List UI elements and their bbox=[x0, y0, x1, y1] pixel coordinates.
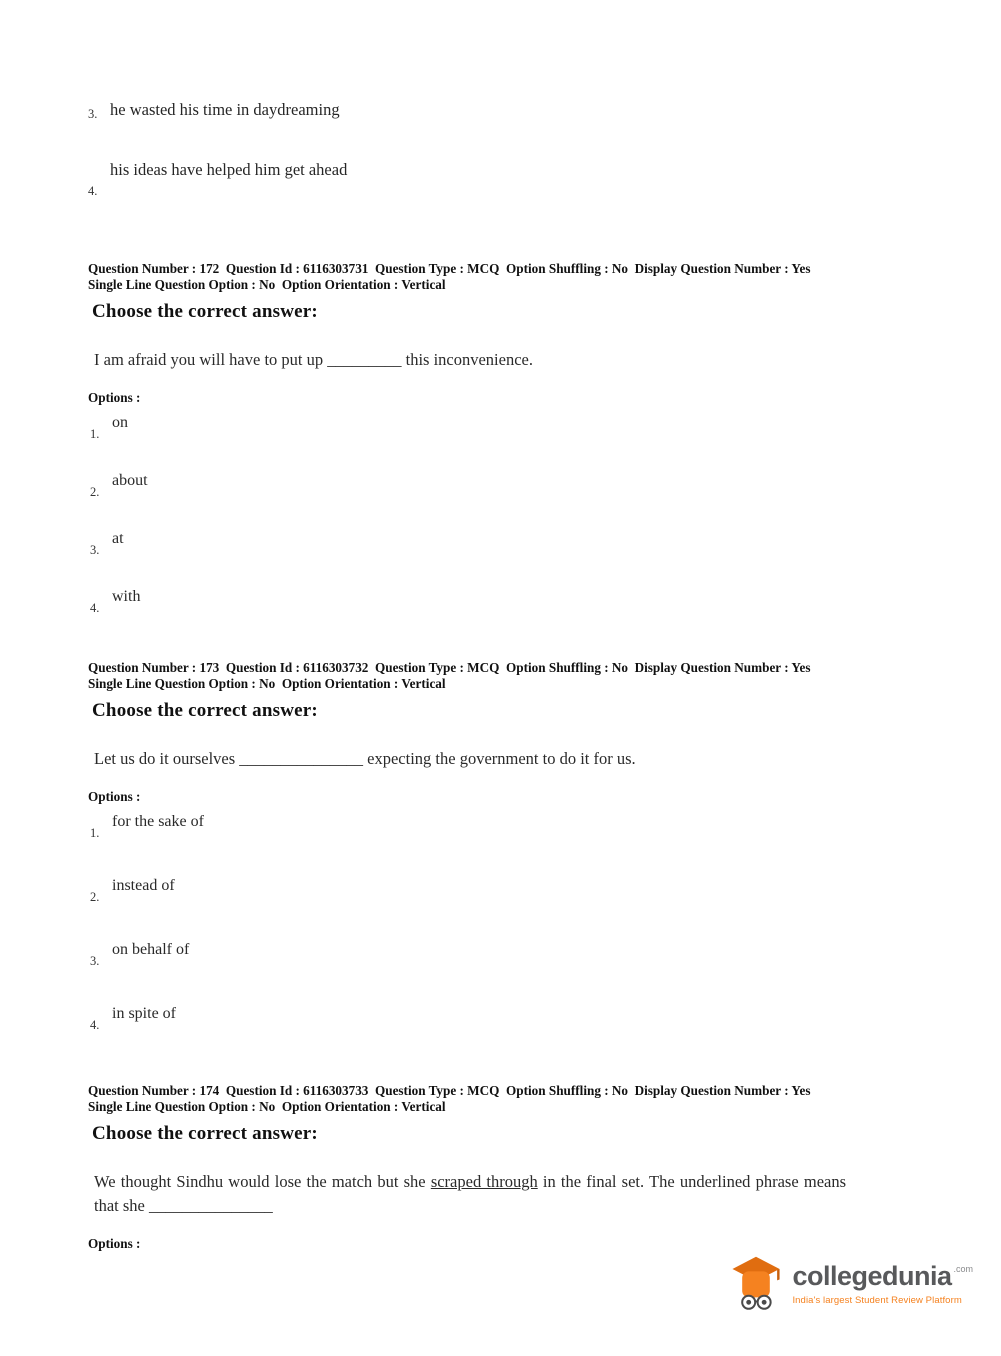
option-number: 3. bbox=[88, 107, 98, 121]
question-block-174 bbox=[88, 1083, 913, 1252]
question-text bbox=[94, 1170, 846, 1218]
option-number: 3. bbox=[90, 543, 100, 557]
options-label: Options : bbox=[88, 789, 141, 804]
option-text: on behalf of bbox=[112, 941, 190, 958]
graduation-cap-mascot-icon bbox=[730, 1254, 782, 1318]
brand-text-block bbox=[792, 1254, 973, 1306]
option-number: 4. bbox=[90, 601, 100, 615]
question-text-underlined: scraped through bbox=[430, 1172, 538, 1191]
question-text-before: We thought Sindhu would lose the match but she bbox=[94, 1172, 431, 1191]
option-number: 4. bbox=[88, 184, 98, 198]
option-text: at bbox=[112, 530, 124, 547]
option-text: for the sake of bbox=[112, 813, 204, 830]
previous-question-option bbox=[88, 100, 913, 136]
option-text: about bbox=[112, 472, 148, 489]
option-text: with bbox=[112, 588, 141, 605]
question-block-173 bbox=[88, 660, 913, 1037]
option-text: his ideas have helped him get ahead bbox=[110, 160, 348, 179]
question-text: I am afraid you will have to put up _________ this inconvenience. bbox=[94, 350, 533, 369]
mcq-option bbox=[88, 1005, 913, 1037]
question-meta-line-2: Single Line Question Option : No Option Orientation : Vertical bbox=[88, 276, 446, 292]
mcq-option bbox=[88, 877, 913, 909]
mcq-option bbox=[88, 472, 913, 504]
options-label: Options : bbox=[88, 390, 141, 405]
question-meta-line-2: Single Line Question Option : No Option Orientation : Vertical bbox=[88, 675, 446, 691]
option-number: 3. bbox=[90, 954, 100, 968]
question-meta-line-1: Question Number : 173 Question Id : 6116303732 Question Type : MCQ Option Shuffling : No Display Question Number : Yes bbox=[88, 660, 811, 675]
option-number: 2. bbox=[90, 485, 100, 499]
brand-tagline: India's largest Student Review Platform bbox=[792, 1295, 962, 1306]
options-label: Options : bbox=[88, 1236, 141, 1251]
mcq-option bbox=[88, 941, 913, 973]
mcq-option bbox=[88, 414, 913, 446]
question-meta-line-1: Question Number : 172 Question Id : 6116303731 Question Type : MCQ Option Shuffling : No Display Question Number : Yes bbox=[88, 261, 811, 276]
collegedunia-logo bbox=[730, 1254, 973, 1318]
mcq-option bbox=[88, 530, 913, 562]
option-number: 1. bbox=[90, 826, 100, 840]
mcq-option bbox=[88, 813, 913, 845]
option-text: instead of bbox=[112, 877, 175, 894]
brand-suffix: .com bbox=[953, 1264, 973, 1274]
option-number: 4. bbox=[90, 1018, 100, 1032]
question-heading: Choose the correct answer: bbox=[92, 1123, 318, 1144]
option-text: on bbox=[112, 414, 128, 431]
brand-line bbox=[792, 1262, 973, 1290]
option-text: he wasted his time in daydreaming bbox=[110, 100, 340, 119]
question-text-after: in the final set. The underlined phrase means that she _______________ bbox=[94, 1172, 847, 1215]
previous-question-option bbox=[88, 160, 913, 206]
option-number: 1. bbox=[90, 427, 100, 441]
question-meta-line-2: Single Line Question Option : No Option Orientation : Vertical bbox=[88, 1098, 446, 1114]
question-block-172 bbox=[88, 261, 913, 620]
question-heading: Choose the correct answer: bbox=[92, 700, 318, 721]
brand-name: collegedunia bbox=[792, 1261, 952, 1291]
mcq-option bbox=[88, 588, 913, 620]
question-heading: Choose the correct answer: bbox=[92, 301, 318, 322]
option-number: 2. bbox=[90, 890, 100, 904]
question-text: Let us do it ourselves _______________ expecting the government to do it for us. bbox=[94, 749, 636, 768]
option-text: in spite of bbox=[112, 1005, 176, 1022]
question-meta-line-1: Question Number : 174 Question Id : 6116303733 Question Type : MCQ Option Shuffling : No Display Question Number : Yes bbox=[88, 1083, 811, 1098]
